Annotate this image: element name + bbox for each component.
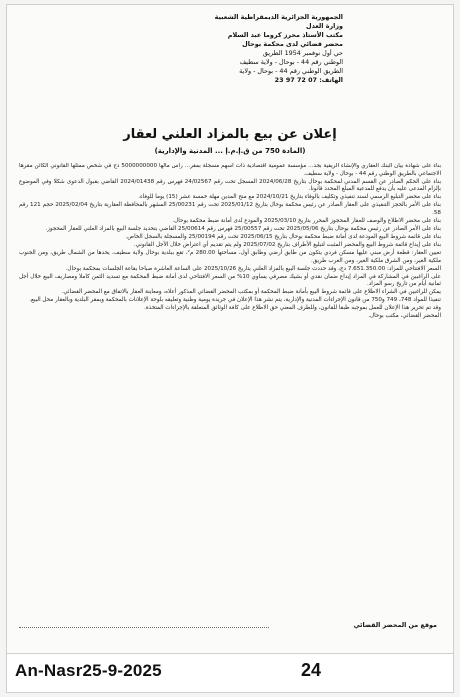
notice-title: إعلان عن بيع بالمزاد العلني لعقار [123, 127, 337, 142]
paragraph: تعيين العقار: قطعة أرض مبني عليها مسكن فردي يتكون من طابق أرضي وطابق أول، مساحتها 280.00 م²، تقع ببلدية بوحال ولاية سطيف، يحدها من الشمال طريق، ومن الجنوب ملكية الغير، ومن الشرق ملكية الغير، ومن الغرب طريق. [19, 250, 441, 264]
paragraph: تنفيذا للمواد 748، 749 و750 من قانون الإجراءات المدنية والإدارية، يتم نشر هذا الإعلان في جريدة يومية وطنية وتعليقه بلوحة الإعلانات بالمحكمة وبمقر البلدية وبالعقار محل البيع. [29, 297, 441, 304]
page-number: 24 [301, 660, 322, 680]
paragraph: بناء على محضر التبليغ الرسمي لسند تنفيذي وتكليف بالوفاء بتاريخ 2024/10/21 مع منح المدين مهلة خمسة عشر (15) يوما للوفاء. [138, 194, 441, 201]
address-line: حي أول نوفمبر 1954 الطريق [262, 49, 343, 57]
signature: موقع من المحضر القضائي [353, 621, 437, 629]
republic-line: الجمهورية الجزائرية الديمقراطية الشعبية [214, 13, 343, 21]
paragraph: السعر الافتتاحي للمزاد: 7.651.350.00 دج، وقد حددت جلسة البيع بالمزاد العلني بتاريخ 2025/10/26 على الساعة العاشرة صباحا بقاعة الجلسات بمحكمة بوحال. [65, 265, 441, 272]
paragraph: بناء على الأمر بالحجز التنفيذي على العقار الصادر عن رئيس محكمة بوحال بتاريخ 2025/01/12 تحت رقم 25/00231 المشهر بالمحافظة العقارية بتاريخ 2025/02/04 حجم 121 رقم 58. [19, 202, 441, 216]
address-line-3: الطريق الوطني رقم 44 - بوحال - ولاية [239, 67, 343, 75]
signature-line [19, 621, 269, 628]
paragraph: بناء على شهادة بيان البنك العقاري والإنشاء الريفية بجد... مؤسسة عمومية اقتصادية ذات أسهم مسجلة بمقر... رأس مالها 5000000000 دج في شخص ممثلها القانوني الكائن مقرها الاجتماعي بالطريق الوطني رقم 44 - بوحال - ولاية سطيف. [19, 163, 441, 177]
notice-body [19, 163, 441, 613]
page-footer [6, 653, 454, 693]
bailiff-line: محضر قضائي لدى محكمة بوحال [242, 40, 343, 48]
paragraph: يمكن للراغبين في الشراء الاطلاع على قائمة شروط البيع بأمانة ضبط المحكمة أو بمكتب المحضر القضائي المذكور أعلاه، ومعاينة العقار بالاتفاق مع المحضر القضائي. [61, 289, 441, 296]
paragraph: بناء على إيداع قائمة شروط البيع والمحضر المثبت لتبليغ الأطراف بتاريخ 2025/07/02 ولم يتم تقديم أي اعتراض خلال الأجل القانوني. [133, 241, 441, 248]
office-line: مكتب الأستاذ محرز كروما عبد السلام [227, 31, 343, 39]
publication-date: An-Nasr25-9-2025 [15, 661, 162, 680]
legal-notice-sheet [6, 4, 454, 654]
paragraph: على الراغبين في المشاركة في المزاد إيداع ضمان نقدي أو بشيك مصرفي يساوي 10% من السعر الافتتاحي لدى أمانة ضبط المحكمة مع تسديد الثمن كاملا ومصاريف البيع خلال أجل ثمانية أيام من تاريخ رسو المزاد. [19, 273, 441, 288]
notice-subtitle: (المادة 750 من ق.إ.م.إ ... المدنية والإدارية) [154, 147, 306, 155]
paragraph: بناء على الحكم الصادر عن القسم المدني لمحكمة بوحال بتاريخ 2024/06/28 المسجل تحت رقم 24/02567 فهرس رقم 2024/01438 القاضي بقبول الدعوى شكلا وفي الموضوع بإلزام المدعى عليه بأن يدفع للمدعية المبلغ المحدد قانونا. [19, 178, 441, 193]
bailiff-letterhead [113, 13, 343, 85]
paragraph: وقد تم تحرير هذا الإعلان للعمل بموجبه طبقا للقانون، وللطرف المعني حق الاطلاع على كافة الوثائق المتعلقة بالإجراءات المتخذة. [144, 305, 441, 312]
address-line-2: الوطني رقم 44 - بوحال - ولاية سطيف [239, 58, 343, 66]
phone-line: الهاتف: 07 72 97 23 [274, 76, 343, 84]
paragraph: بناء على قائمة شروط البيع المودعة لدى أمانة ضبط محكمة بوحال بتاريخ 2025/06/15 تحت رقم 25/00194 والمسجلة بالسجل الخاص. [125, 233, 441, 240]
paragraph: بناء على محضر الاطلاع والوصف للعقار المحجوز المحرر بتاريخ 2025/03/10 والمودع لدى أمانة ضبط محكمة بوحال. [172, 217, 441, 224]
ministry-line: وزارة العدل [306, 22, 343, 30]
paragraph: المحضر القضائي، مكتب بوحال. [368, 313, 441, 320]
paragraph: بناء على الأمر الصادر عن رئيس محكمة بوحال بتاريخ 2025/05/06 تحت رقم 25/00557 فهرس رقم 25/00614 القاضي بتحديد جلسة البيع بالمزاد العلني للعقار المحجوز. [45, 225, 441, 232]
